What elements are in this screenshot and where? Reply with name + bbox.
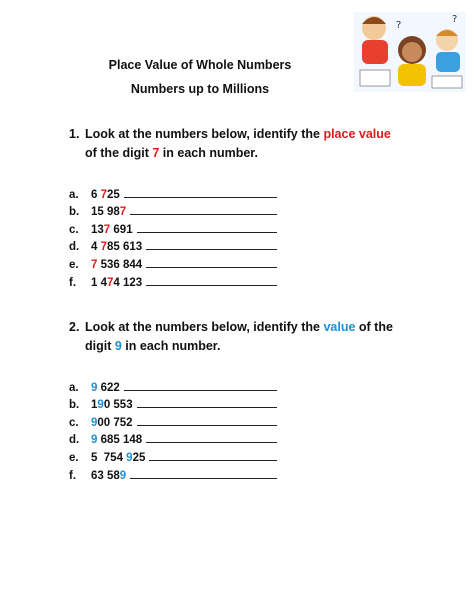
question-2-line2-end: in each number. <box>121 339 221 353</box>
question-1-digit: 7 <box>152 146 160 160</box>
svg-text:?: ? <box>452 14 458 25</box>
question-2-number-part: 622 <box>97 381 120 394</box>
question-2-text: Look at the numbers below, identify the <box>85 320 324 334</box>
question-2-item-number <box>91 434 142 446</box>
question-1-item-label: d. <box>69 241 80 254</box>
page-title: Place Value of Whole Numbers <box>108 58 292 72</box>
question-2-item-label: c. <box>69 416 79 429</box>
question-2-text-end: of the <box>355 320 393 334</box>
question-2-item-label: a. <box>69 381 79 394</box>
question-2-answer-line[interactable] <box>149 460 277 461</box>
question-2-number-part: 00 752 <box>97 416 133 429</box>
question-2-highlight: value <box>323 320 356 334</box>
question-1-number-part: 4 <box>91 241 101 254</box>
question-1-item-number <box>91 206 126 218</box>
question-2-item-label: b. <box>69 399 80 412</box>
question-2-number: 2. <box>69 320 80 334</box>
question-2-number-part: 685 148 <box>97 434 143 447</box>
question-2-item-label: f. <box>69 469 77 482</box>
question-1-highlighted-digit: 7 <box>100 241 107 254</box>
question-2-item-number <box>91 399 133 411</box>
question-1-item <box>69 236 277 254</box>
question-1-text: Look at the numbers below, identify the <box>85 127 324 141</box>
question-1-highlight: place value <box>323 127 391 141</box>
question-2-number-part: 0 553 <box>103 399 133 412</box>
question-2-item-number <box>91 382 120 394</box>
question-1-item-number <box>91 241 142 253</box>
question-1-item <box>69 271 277 289</box>
question-1-answer-line[interactable] <box>130 214 277 215</box>
question-2-answer-line[interactable] <box>130 478 277 479</box>
question-2-item-number <box>91 470 126 482</box>
question-1-line2-end: in each number. <box>159 146 258 160</box>
question-1-item-label: b. <box>69 206 80 219</box>
question-1-number-part: 13 <box>91 223 104 236</box>
question-2-answer-line[interactable] <box>146 442 277 443</box>
question-2-highlighted-digit: 9 <box>119 469 127 482</box>
question-2-highlighted-digit: 9 <box>97 399 104 412</box>
question-2-items <box>69 376 277 482</box>
question-2-line2: digit <box>85 339 115 353</box>
question-2-item <box>69 376 277 394</box>
question-1-number: 1. <box>69 127 80 141</box>
question-1-answer-line[interactable] <box>137 232 277 233</box>
question-2-answer-line[interactable] <box>137 407 277 408</box>
question-1-number-part: 25 <box>107 188 120 201</box>
question-1-item-label: a. <box>69 188 79 201</box>
question-1-highlighted-digit: 7 <box>119 206 127 219</box>
question-1-highlighted-digit: 7 <box>107 276 114 289</box>
question-2-item <box>69 446 277 464</box>
kids-studying-clipart-icon <box>352 10 468 94</box>
page-subtitle: Numbers up to Millions <box>130 82 270 96</box>
question-1-answer-line[interactable] <box>146 249 277 250</box>
question-2-number-part: 25 <box>132 451 146 464</box>
question-1-item-number <box>91 189 120 201</box>
question-1-highlighted-digit: 7 <box>103 223 111 236</box>
question-1-highlighted-digit: 7 <box>91 258 98 271</box>
question-2-item <box>69 411 277 429</box>
question-2-item <box>69 464 277 482</box>
question-2-number-part: 5 754 <box>91 451 127 464</box>
question-2-digit: 9 <box>114 339 122 353</box>
question-2-number-part: 1 <box>91 399 98 412</box>
question-1-item-label: f. <box>69 276 77 289</box>
question-1-answer-line[interactable] <box>124 197 277 198</box>
question-1-number-part: 85 613 <box>107 241 143 254</box>
question-2-item-number <box>91 452 145 464</box>
question-1-item <box>69 218 277 236</box>
question-2-number-part: 63 58 <box>91 469 120 482</box>
question-1-item-label: c. <box>69 223 79 236</box>
question-1-number-part: 4 123 <box>113 276 143 289</box>
question-2-item <box>69 429 277 447</box>
question-1-number-part: 15 98 <box>91 206 120 219</box>
question-2 <box>69 318 429 356</box>
question-1-number-part: 691 <box>110 223 133 236</box>
question-1 <box>69 125 429 163</box>
question-1-item-number <box>91 259 142 271</box>
question-1-item <box>69 201 277 219</box>
question-2-item-number <box>91 417 133 429</box>
question-1-item <box>69 253 277 271</box>
question-2-answer-line[interactable] <box>124 390 277 391</box>
question-1-answer-line[interactable] <box>146 285 277 286</box>
question-1-number-part: 1 4 <box>91 276 107 289</box>
question-1-highlighted-digit: 7 <box>100 188 107 201</box>
question-2-answer-line[interactable] <box>137 425 277 426</box>
question-1-item-number <box>91 224 133 236</box>
question-2-item-label: e. <box>69 451 79 464</box>
question-2-item <box>69 394 277 412</box>
question-2-highlighted-digit: 9 <box>91 416 98 429</box>
question-1-item <box>69 183 277 201</box>
question-1-number-part: 536 844 <box>97 258 143 271</box>
question-2-highlighted-digit: 9 <box>126 451 133 464</box>
svg-text:?: ? <box>396 20 402 31</box>
question-1-item-label: e. <box>69 258 79 271</box>
question-2-highlighted-digit: 9 <box>91 381 98 394</box>
question-1-answer-line[interactable] <box>146 267 277 268</box>
question-1-item-number <box>91 277 142 289</box>
question-1-items <box>69 183 277 289</box>
question-2-item-label: d. <box>69 434 80 447</box>
question-2-highlighted-digit: 9 <box>91 434 98 447</box>
question-1-line2: of the digit <box>85 146 153 160</box>
question-1-number-part: 6 <box>91 188 101 201</box>
